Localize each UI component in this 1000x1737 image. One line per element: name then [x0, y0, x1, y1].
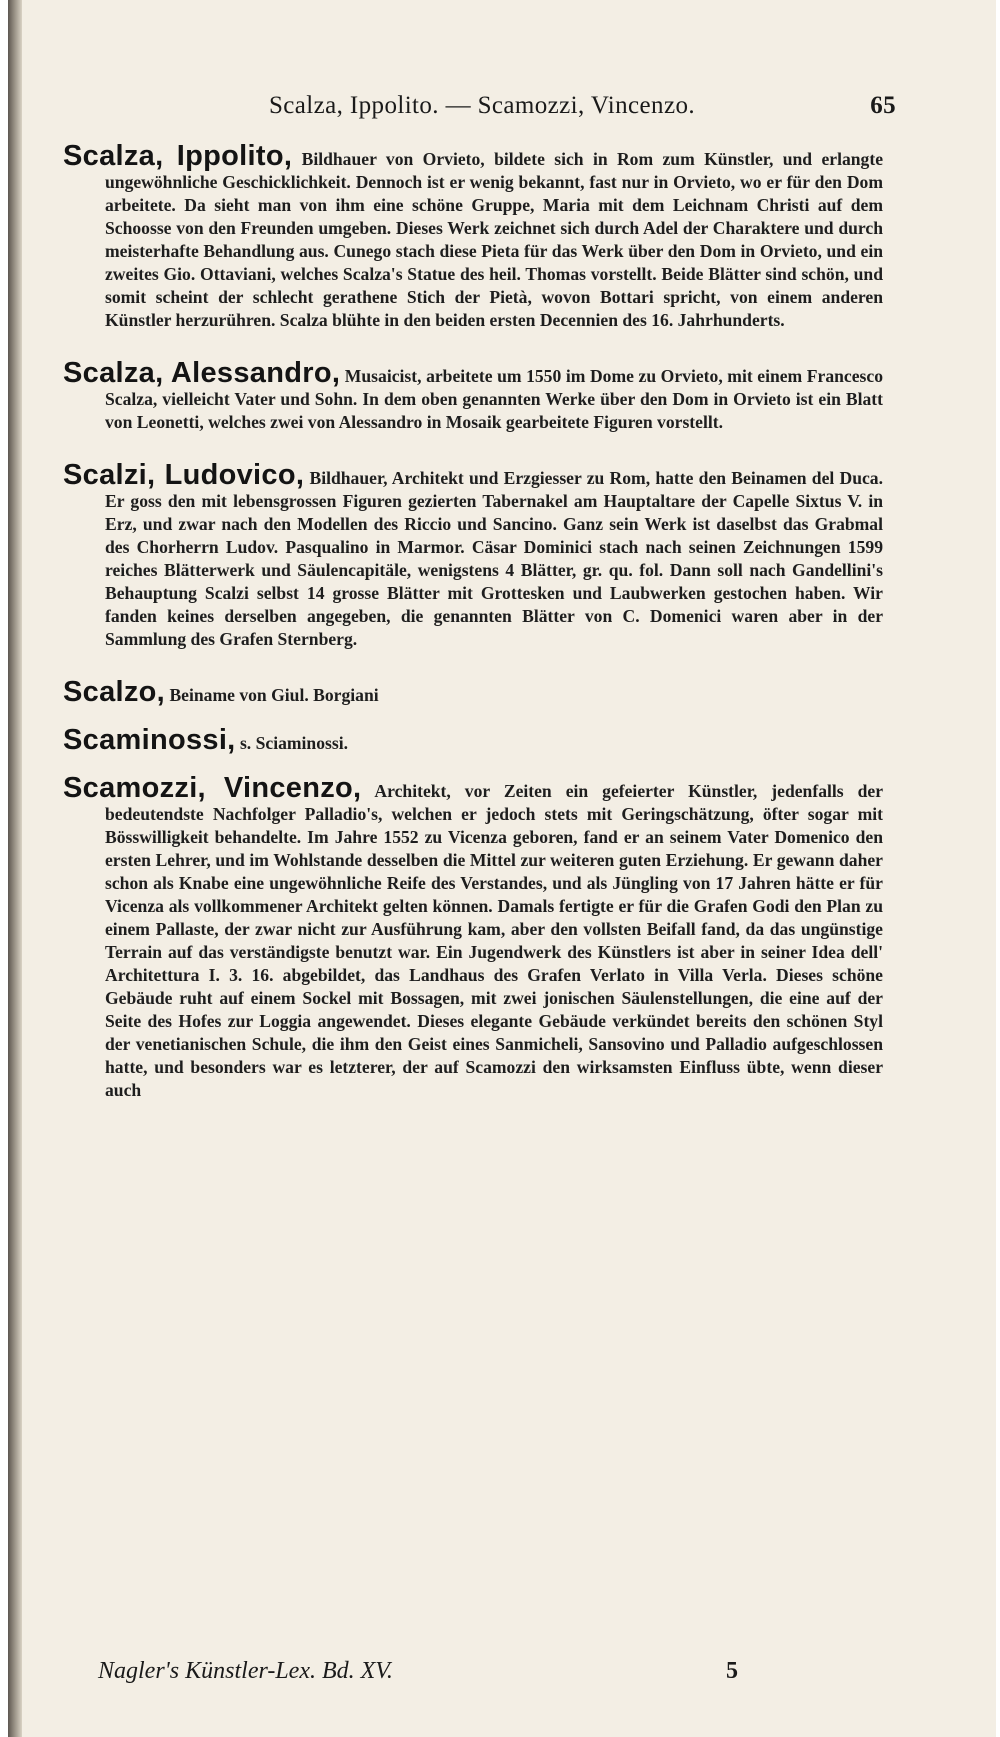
entry-headword: Scalza, Alessandro, — [63, 357, 341, 389]
page-footer — [98, 1658, 738, 1688]
entry-scalzo — [63, 676, 883, 708]
entry-headword: Scamozzi, Vincenzo, — [63, 772, 362, 804]
entry-text: Beiname von Giul. Borgiani — [169, 685, 379, 705]
entry-text: Musaicist, arbeitete um 1550 im Dome zu Orvieto, mit einem Francesco Scalza, vielleicht Vater und Sohn. In dem oben genannten Werke über den Dom in Orvieto ist ein Blatt von Leonetti, welches zwei von Alessandro in Mosaik gearbeitete Figuren vorstellt. — [105, 366, 883, 432]
page-number: 65 — [870, 92, 896, 119]
entry-scalzi-ludovico — [63, 459, 884, 651]
entry-scalza-ippolito — [63, 140, 883, 332]
page-content — [63, 140, 884, 1132]
footer-signature: Nagler's Künstler-Lex. Bd. XV. — [98, 1658, 393, 1684]
signature-number: 5 — [726, 1658, 738, 1684]
entry-scamozzi-vincenzo — [63, 772, 883, 1102]
running-head — [68, 92, 896, 128]
running-head-title: Scalza, Ippolito. — Scamozzi, Vincenzo. — [268, 92, 695, 119]
entry-text: Bildhauer von Orvieto, bildete sich in Rom zum Künstler, und erlangte ungewöhnliche Geschicklichkeit. Dennoch ist er wenig bekannt, fast nur in Orvieto, wo er für den Dom arbeitete. Da sieht man von ihm eine schöne Gruppe, Maria mit dem Leichnam Christi auf dem Schoosse von den Freunden umgeben. Dieses Werk zeichnet sich durch Adel der Charaktere und durch meisterhafte Behandlung aus. Cunego stach diese Pieta für das Werk über den Dom in Orvieto, und ein zweites Gio. Ottaviani, welches Scalza's Statue des heil. Thomas vorstellt. Beide Blätter sind schön, und somit scheint der schlecht gerathene Stich der Pietà, wovon Bottari spricht, von einem anderen Künstler herzurühren. Scalza blühte in den beiden ersten Decennien des 16. Jahrhunderts. — [105, 149, 883, 330]
entry-text: Architekt, vor Zeiten ein gefeierter Künstler, jedenfalls der bedeutendste Nachfolger Palladio's, welchen er jedoch stets mit Geringschätzung, öfter sogar mit Bösswilligkeit behandelte. Im Jahre 1552 zu Vicenza geboren, fand er an seinem Vater Domenico den ersten Lehrer, und im Wohlstande desselben die Mittel zur weiteren guten Erziehung. Er gewann daher schon als Knabe eine ungewöhnliche Reife des Verstandes, und als Jüngling von 17 Jahren hätte er für Vicenza als vollkommener Architekt gelten können. Damals fertigte er für die Grafen Godi den Plan zu einem Pallaste, der zwar nicht zur Ausführung kam, aber den vollsten Beifall fand, da das ungünstige Terrain auf das verständigste benutzt war. Ein Jugendwerk des Künstlers ist aber in seiner Idea dell' Architettura I. 3. 16. abgebildet, das Landhaus des Grafen Verlato in Villa Verla. Dieses schöne Gebäude ruht auf einem Sockel mit Bossagen, mit zwei jonischen Säulenstellungen, die eine auf der Seite des Hofes zur Loggia angewendet. Dieses elegante Gebäude verkündet bereits den schönen Styl der venetianischen Schule, die ihm den Geist eines Sanmicheli, Sansovino und Palladio aufgeschlossen hatte, und besonders war es letzterer, der auf Scamozzi den wirksamsten Einfluss übte, wenn dieser auch — [105, 781, 883, 1100]
entry-headword: Scalzi, Ludovico, — [63, 459, 305, 491]
entry-text: Bildhauer, Architekt und Erzgiesser zu Rom, hatte den Beinamen del Duca. Er goss den mit lebensgrossen Figuren gezierten Tabernakel am Hauptaltare der Capelle Sixtus V. in Erz, und zwar nach den Modellen des Riccio und Sancino. Ganz sein Werk ist daselbst das Grabmal des Chorherrn Ludov. Pasqualino in Marmor. Cäsar Dominici stach nach seinen Zeichnungen 1599 reiches Blätterwerk und Säulencapitäle, wenigstens 4 Blätter, gr. qu. fol. Dann soll nach Gandellini's Behauptung Scalzi selbst 14 grosse Blätter mit Grottesken und Laubwerken gestochen haben. Wir fanden keines derselben angegeben, die genannten Blätter von C. Domenici waren aber in der Sammlung des Grafen Sternberg. — [105, 468, 884, 649]
entry-scalza-alessandro — [63, 357, 883, 434]
entry-text: s. Sciaminossi. — [239, 733, 348, 753]
book-page — [8, 0, 996, 1737]
entry-headword: Scalzo, — [63, 676, 166, 708]
entry-scaminossi — [63, 724, 883, 756]
entry-headword: Scaminossi, — [63, 724, 236, 756]
page-gutter — [8, 0, 22, 1737]
entry-headword: Scalza, Ippolito, — [63, 140, 293, 172]
